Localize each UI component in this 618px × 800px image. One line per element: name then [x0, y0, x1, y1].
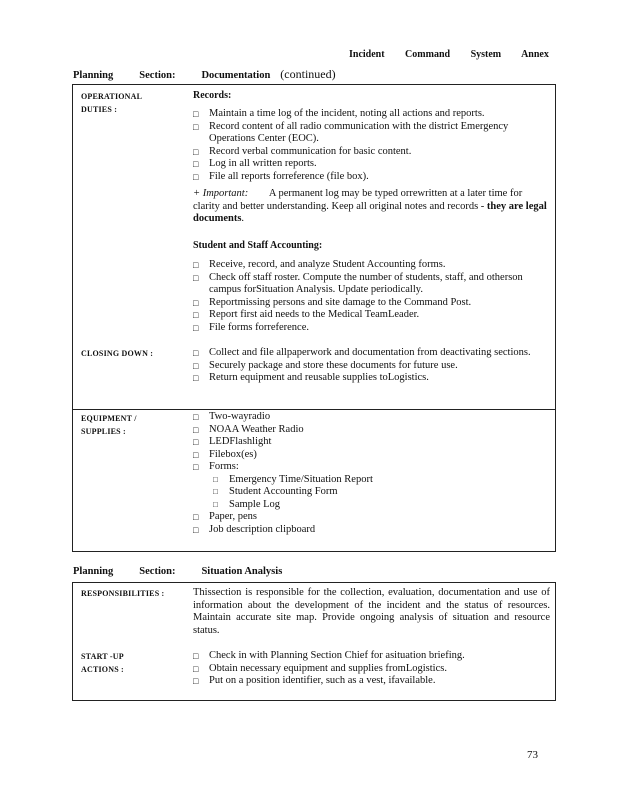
- records-item: □ Record content of all radio communication with the district Emergency Operations Center (EOC).: [193, 121, 548, 146]
- situation-analysis-box: [72, 582, 556, 701]
- form-item: □ Emergency Time/Situation Report: [193, 474, 548, 487]
- continued-label: (continued): [280, 67, 336, 81]
- startup-list: [193, 650, 548, 688]
- operational-label-line2: DUTIES :: [81, 105, 118, 114]
- records-list: [193, 108, 548, 183]
- equipment-list: [193, 411, 548, 536]
- closing-item: □ Securely package and store these documents for future use.: [193, 360, 548, 373]
- section-word-section-2: Section:: [139, 566, 176, 577]
- equipment-item: □ Two-wayradio: [193, 411, 548, 424]
- student-heading: Student and Staff Accounting:: [193, 240, 323, 251]
- closing-list: [193, 347, 548, 385]
- startup-label-line2: ACTIONS :: [81, 665, 124, 674]
- startup-item: □ Put on a position identifier, such as a vest, ifavailable.: [193, 675, 548, 688]
- responsibilities-text: Thissection is responsible for the collection, evaluation, documentation and use of information about the development of the incident and the status of resources. Maintain accurate site map. Provide ongoing analysis of situation and resource status.: [193, 587, 550, 636]
- equipment-item: □ Paper, pens: [193, 511, 548, 524]
- closing-item: □ Return equipment and reusable supplies toLogistics.: [193, 372, 548, 385]
- important-prefix: + Important:: [193, 188, 249, 199]
- important-end: .: [241, 213, 245, 224]
- startup-label: [81, 650, 124, 676]
- section-title-documentation: [73, 68, 362, 83]
- forms-sublist-wrapper: [193, 474, 548, 512]
- page-number: 73: [527, 749, 538, 761]
- important-text: A permanent log may be typed orrewritten at a later time for clarity and better understanding. Keep all original notes and records -: [193, 188, 523, 212]
- equipment-label-line1: EQUIPMENT /: [81, 414, 137, 423]
- section-name: Documentation: [201, 70, 271, 81]
- section-word-planning-2: Planning: [73, 566, 114, 577]
- form-item: □ Sample Log: [193, 499, 548, 512]
- section-word-section: Section:: [139, 70, 176, 81]
- operational-label-line1: OPERATIONAL: [81, 92, 143, 101]
- equipment-item: □ Filebox(es): [193, 449, 548, 462]
- section-word-planning: Planning: [73, 70, 114, 81]
- equipment-item: □ Job description clipboard: [193, 524, 548, 537]
- records-item: □ File all reports forreference (file box).: [193, 171, 548, 184]
- student-accounting-item: □ Check off staff roster. Compute the number of students, staff, and otherson campus forSituation Analysis. Update periodically.: [193, 272, 548, 297]
- operational-label: [81, 90, 142, 116]
- equipment-item: □ LEDFlashlight: [193, 436, 548, 449]
- important-bold: they are legal documents: [193, 200, 547, 224]
- section-title-situation: [73, 566, 282, 579]
- startup-item: □ Check in with Planning Section Chief for asituation briefing.: [193, 650, 548, 663]
- section-name-2: Situation Analysis: [201, 566, 283, 577]
- equipment-item: □ Forms:: [193, 461, 548, 474]
- closing-label: CLOSING DOWN :: [81, 349, 154, 358]
- equipment-box: [72, 409, 556, 552]
- startup-label-line1: START -UP: [81, 652, 124, 661]
- records-item: □ Log in all written reports.: [193, 158, 548, 171]
- equipment-label-line2: SUPPLIES :: [81, 427, 126, 436]
- student-accounting-item: □ Report first aid needs to the Medical TeamLeader.: [193, 309, 548, 322]
- page-header: Incident Command System Annex: [349, 49, 549, 60]
- student-accounting-item: □ Reportmissing persons and site damage to the Command Post.: [193, 297, 548, 310]
- equipment-label: [81, 412, 137, 438]
- important-note: [193, 188, 548, 226]
- student-accounting-item: □ Receive, record, and analyze Student Accounting forms.: [193, 259, 548, 272]
- student-list: [193, 259, 548, 334]
- records-heading: Records:: [193, 90, 232, 101]
- records-item: □ Record verbal communication for basic content.: [193, 146, 548, 159]
- startup-item: □ Obtain necessary equipment and supplies fromLogistics.: [193, 663, 548, 676]
- equipment-item: □ NOAA Weather Radio: [193, 424, 548, 437]
- form-item: □ Student Accounting Form: [193, 486, 548, 499]
- records-item: □ Maintain a time log of the incident, noting all actions and reports.: [193, 108, 548, 121]
- forms-sublist: [193, 474, 548, 512]
- closing-item: □ Collect and file allpaperwork and documentation from deactivating sections.: [193, 347, 548, 360]
- student-accounting-item: □ File forms forreference.: [193, 322, 548, 335]
- responsibilities-label: RESPONSIBILITIES :: [81, 589, 165, 598]
- operational-duties-box: [72, 84, 556, 410]
